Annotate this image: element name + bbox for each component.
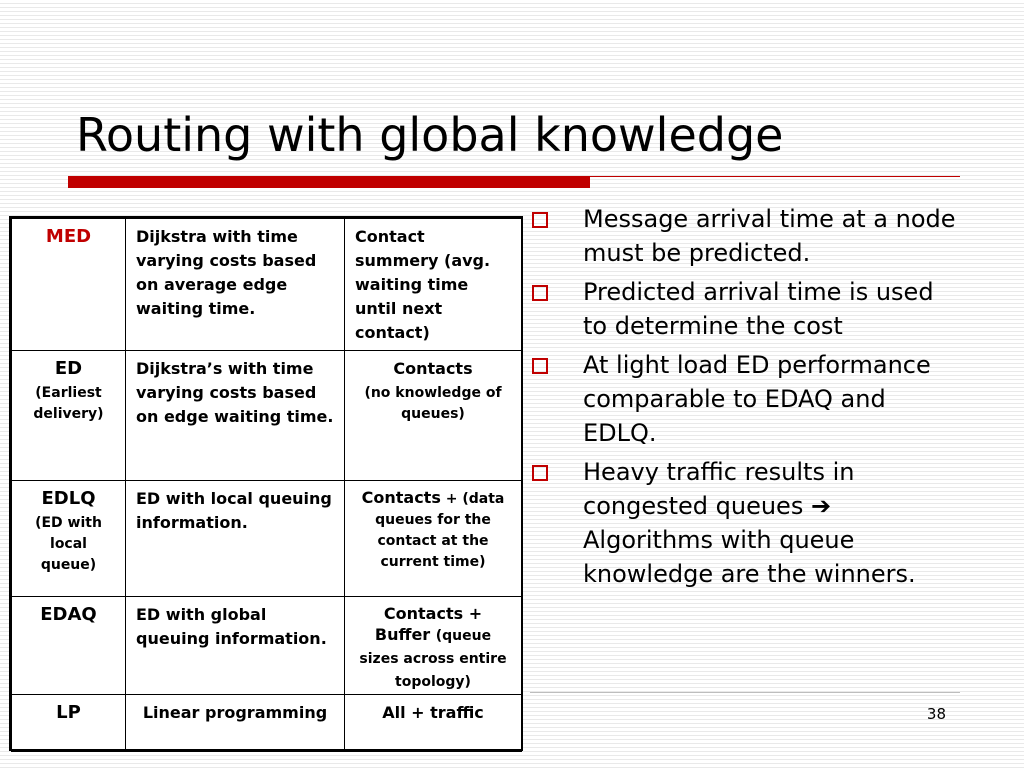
algorithm-name-cell — [12, 351, 126, 481]
knowledge-detail: + (data queues for the contact at the current time) — [375, 491, 505, 570]
bullet-text: Heavy traffic results in congested queues — [583, 458, 855, 520]
page-number: 38 — [926, 705, 946, 723]
square-bullet-icon — [532, 465, 548, 481]
knowledge-label: Contacts — [393, 359, 473, 378]
table-row — [12, 695, 522, 752]
algorithm-name: LP — [56, 702, 81, 723]
algorithm-name: MED — [45, 226, 92, 247]
right-arrow-icon: ➔ — [810, 492, 832, 520]
method-cell: Dijkstra’s with time varying costs based on edge waiting time. — [126, 351, 345, 481]
method-cell: ED with local queuing information. — [126, 481, 345, 597]
bullet-item — [532, 348, 962, 450]
knowledge-label: Contacts + Buffer — [374, 604, 483, 644]
title-underline-bar — [68, 176, 590, 188]
algorithm-description: (Earliest delivery) — [33, 385, 104, 422]
knowledge-cell — [345, 597, 522, 695]
knowledge-detail: (queue sizes across entire topology) — [359, 628, 507, 690]
footer-rule — [530, 692, 960, 693]
table-row — [12, 481, 522, 597]
square-bullet-icon — [532, 285, 548, 301]
table-row — [12, 351, 522, 481]
slide-title: Routing with global knowledge — [76, 108, 784, 162]
table-row — [12, 219, 522, 351]
knowledge-detail: (no knowledge of queues) — [364, 385, 502, 422]
bullet-item — [532, 202, 962, 270]
knowledge-cell: All + traffic — [345, 695, 522, 752]
table-row — [12, 597, 522, 695]
algorithm-name: ED — [54, 358, 83, 379]
square-bullet-icon — [532, 212, 548, 228]
method-cell: Dijkstra with time varying costs based on average edge waiting time. — [126, 219, 345, 351]
method-cell: Linear programming — [126, 695, 345, 752]
knowledge-cell — [345, 481, 522, 597]
knowledge-label: Contacts — [361, 488, 441, 507]
algorithm-name-cell — [12, 597, 126, 695]
bullet-text: Predicted arrival time is used to determine the cost — [583, 278, 934, 340]
algorithm-name-cell — [12, 481, 126, 597]
knowledge-cell — [345, 351, 522, 481]
method-cell: ED with global queuing information. — [126, 597, 345, 695]
bullet-item — [532, 455, 962, 591]
bullet-text: Message arrival time at a node must be predicted. — [583, 205, 956, 267]
algorithm-name: EDAQ — [40, 604, 97, 625]
bullet-text-continued: Algorithms with queue knowledge are the winners. — [583, 526, 916, 588]
algorithm-name-cell — [12, 219, 126, 351]
knowledge-cell: Contact summery (avg. waiting time until next contact) — [345, 219, 522, 351]
bullet-list — [532, 202, 962, 596]
bullet-text: At light load ED performance comparable to EDAQ and EDLQ. — [583, 351, 931, 447]
bullet-item — [532, 275, 962, 343]
routing-comparison-table — [9, 216, 523, 751]
title-underline-rule — [590, 176, 960, 177]
algorithm-name: EDLQ — [41, 488, 96, 509]
algorithm-description: (ED with local queue) — [35, 515, 102, 573]
square-bullet-icon — [532, 358, 548, 374]
algorithm-name-cell — [12, 695, 126, 752]
